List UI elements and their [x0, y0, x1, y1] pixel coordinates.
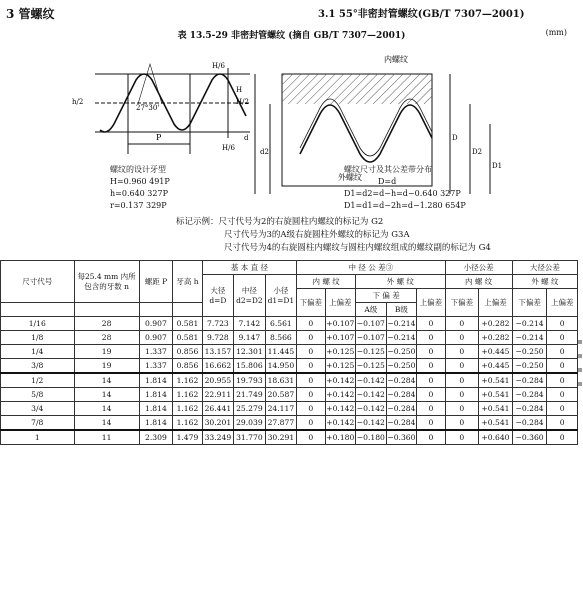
- table-cell: 0: [445, 359, 479, 374]
- table-cell: 25.279: [234, 402, 266, 416]
- table-cell: 9.728: [202, 331, 234, 345]
- formula-H: H=0.960 491P: [110, 177, 170, 186]
- table-cell: 19.793: [234, 373, 266, 388]
- table-cell: 0: [417, 345, 445, 359]
- table-cell: 0: [417, 331, 445, 345]
- label-external-thread: 外螺纹: [338, 173, 362, 182]
- table-cell: 1.479: [173, 430, 202, 445]
- table-cell: 27.877: [265, 416, 297, 431]
- table-cell: 0: [445, 416, 479, 431]
- table-cell: +0.107: [325, 331, 356, 345]
- table-cell: 6.561: [265, 317, 297, 331]
- table-cell: 0: [297, 430, 325, 445]
- table-cell: 19: [74, 345, 139, 359]
- table-cell: +0.541: [479, 416, 513, 431]
- table-cell: 18.631: [265, 373, 297, 388]
- table-cell: −0.250: [386, 359, 417, 374]
- header-ext-upper: 上偏差: [417, 289, 445, 317]
- table-cell: 29.039: [234, 416, 266, 431]
- table-cell: 1/16: [1, 317, 75, 331]
- design-profile-title: 螺纹的设计牙型: [110, 165, 166, 174]
- marking-line-1: 标记示例：尺寸代号为2的右旋圆柱内螺纹的标记为 G2: [176, 217, 384, 227]
- table-cell: +0.282: [479, 331, 513, 345]
- table-cell: −0.284: [386, 388, 417, 402]
- table-cell: 1/2: [1, 373, 75, 388]
- label-h6-top: H/6: [212, 62, 225, 70]
- table-cell: 15.806: [234, 359, 266, 374]
- table-row: [1, 317, 578, 331]
- table-cell: −0.214: [386, 331, 417, 345]
- table-cell: 0: [547, 317, 578, 331]
- table-cell: 0.581: [173, 331, 202, 345]
- formula-h: h=0.640 327P: [110, 189, 168, 198]
- table-cell: −0.284: [386, 373, 417, 388]
- table-cell: 0.856: [173, 359, 202, 374]
- table-cell: 1/8: [1, 331, 75, 345]
- table-cell: 7.723: [202, 317, 234, 331]
- table-cell: 1.337: [139, 345, 173, 359]
- table-cell: 0: [445, 388, 479, 402]
- formula-r: r=0.137 329P: [110, 201, 167, 210]
- label-angle: 27°30': [136, 104, 160, 112]
- table-cell: 20.587: [265, 388, 297, 402]
- table-cell: 7/8: [1, 416, 75, 431]
- table-cell: 9.147: [234, 331, 266, 345]
- table-cell: 0: [547, 359, 578, 374]
- table-cell: 0: [445, 402, 479, 416]
- table-cell: −0.214: [512, 317, 547, 331]
- label-H2: H/2: [236, 98, 249, 106]
- table-cell: 0: [445, 331, 479, 345]
- table-cell: 0: [547, 373, 578, 388]
- table-cell: 0: [547, 430, 578, 445]
- table-cell: +0.142: [325, 402, 356, 416]
- design-profile-drawing: [95, 64, 250, 154]
- table-cell: 31.770: [234, 430, 266, 445]
- table-cell: 0: [547, 402, 578, 416]
- table-cell: −0.284: [386, 416, 417, 431]
- header-minor-tolerance: 小径公差: [445, 261, 512, 275]
- table-cell: 1.162: [173, 416, 202, 431]
- table-cell: 26.441: [202, 402, 234, 416]
- table-cell: 28: [74, 317, 139, 331]
- table-cell: 3/8: [1, 359, 75, 374]
- table-cell: 14.950: [265, 359, 297, 374]
- table-row: [1, 331, 578, 345]
- header-pitch: 螺距 P: [139, 261, 173, 303]
- unit-label: (mm): [545, 28, 567, 37]
- table-cell: 0: [417, 317, 445, 331]
- table-cell: 1.337: [139, 359, 173, 374]
- table-cell: +0.445: [479, 359, 513, 374]
- subsection-heading: 3.1 55°非密封管螺纹(GB/T 7307—2001): [318, 9, 525, 20]
- header-blank-2: [74, 303, 139, 317]
- table-cell: 0: [297, 373, 325, 388]
- table-cell: −0.284: [512, 416, 547, 431]
- header-major-upper: 上偏差: [547, 289, 578, 317]
- table-cell: 0: [297, 416, 325, 431]
- formula-D1: D1=d1=d−2h=d−1.280 654P: [344, 201, 466, 210]
- table-body: [1, 317, 578, 445]
- header-grade-a: A级: [356, 303, 387, 317]
- table-cell: 0: [297, 402, 325, 416]
- table-row: [1, 402, 578, 416]
- table-cell: −0.214: [386, 317, 417, 331]
- table-cell: 5/8: [1, 388, 75, 402]
- header-ext-lower-group: 下 偏 差: [356, 289, 417, 303]
- thread-diagrams: [0, 44, 583, 196]
- table-cell: 8.566: [265, 331, 297, 345]
- table-cell: −0.250: [386, 345, 417, 359]
- table-row: [1, 373, 578, 388]
- table-cell: −0.284: [512, 373, 547, 388]
- table-cell: 0: [417, 359, 445, 374]
- table-cell: −0.284: [512, 402, 547, 416]
- header-size-code: 尺寸代号: [1, 261, 75, 303]
- table-cell: −0.142: [356, 416, 387, 431]
- table-row: [1, 345, 578, 359]
- table-cell: +0.180: [325, 430, 356, 445]
- design-profile-block: [110, 164, 170, 212]
- table-row: [1, 359, 578, 374]
- label-d2: d2: [260, 148, 269, 156]
- table-cell: −0.125: [356, 359, 387, 374]
- marking-examples: [176, 216, 491, 255]
- table-cell: 33.249: [202, 430, 234, 445]
- table-cell: 1.814: [139, 373, 173, 388]
- thread-profile-figure: [0, 44, 583, 196]
- header-major-tolerance: 大径公差: [512, 261, 577, 275]
- table-cell: 1.162: [173, 388, 202, 402]
- table-cell: 0: [417, 373, 445, 388]
- table-cell: +0.142: [325, 373, 356, 388]
- table-cell: 1: [1, 430, 75, 445]
- table-cell: 20.955: [202, 373, 234, 388]
- table-cell: +0.541: [479, 402, 513, 416]
- table-cell: 0: [547, 388, 578, 402]
- header-minor-upper: 上偏差: [479, 289, 513, 317]
- label-P: P: [156, 133, 162, 142]
- header-teeth-per-inch: 每25.4 mm 内所包含的牙数 n: [74, 261, 139, 303]
- label-h: h/2: [72, 98, 84, 106]
- table-row: [1, 430, 578, 445]
- table-cell: 24.117: [265, 402, 297, 416]
- label-D1: D1: [492, 162, 503, 170]
- table-cell: +0.541: [479, 388, 513, 402]
- table-cell: +0.125: [325, 359, 356, 374]
- table-cell: 13.157: [202, 345, 234, 359]
- table-cell: 0.907: [139, 331, 173, 345]
- thread-spec-table: [0, 260, 578, 445]
- table-cell: 16.662: [202, 359, 234, 374]
- table-cell: 1.814: [139, 416, 173, 431]
- table-cell: 14: [74, 373, 139, 388]
- table-cell: 2.309: [139, 430, 173, 445]
- table-cell: −0.142: [356, 373, 387, 388]
- table-cell: 21.749: [234, 388, 266, 402]
- label-D: D: [452, 134, 458, 142]
- tolerance-block: [344, 164, 466, 212]
- table-cell: −0.250: [512, 345, 547, 359]
- section-heading: 3 管螺纹: [6, 7, 55, 21]
- header-pitch-tolerance: 中 径 公 差③: [297, 261, 445, 275]
- table-cell: 1.814: [139, 388, 173, 402]
- table-cell: 0: [297, 388, 325, 402]
- table-cell: 12.301: [234, 345, 266, 359]
- formula-D2: D1=d2=d−h=d−0.640 327P: [344, 189, 461, 198]
- table-cell: 1/4: [1, 345, 75, 359]
- table-cell: +0.282: [479, 317, 513, 331]
- header-major-dia: 大径 d=D: [202, 275, 234, 317]
- table-row: [1, 388, 578, 402]
- table-cell: 19: [74, 359, 139, 374]
- table-cell: −0.360: [512, 430, 547, 445]
- table-cell: 0: [417, 416, 445, 431]
- table-cell: 1.162: [173, 373, 202, 388]
- header-blank-1: [1, 303, 75, 317]
- header-int-upper: 上偏差: [325, 289, 356, 317]
- header-minor-dia: 小径 d1=D1: [265, 275, 297, 317]
- table-cell: 0: [297, 359, 325, 374]
- table-caption: 表 13.5-29 非密封管螺纹 (摘自 GB/T 7307—2001): [177, 31, 406, 41]
- table-cell: +0.640: [479, 430, 513, 445]
- table-cell: +0.125: [325, 345, 356, 359]
- table-cell: −0.360: [386, 430, 417, 445]
- table-cell: 0: [297, 345, 325, 359]
- table-cell: 0: [417, 430, 445, 445]
- table-cell: 0.856: [173, 345, 202, 359]
- table-cell: 7.142: [234, 317, 266, 331]
- table-cell: −0.142: [356, 388, 387, 402]
- table-cell: 1.162: [173, 402, 202, 416]
- table-cell: 0: [445, 317, 479, 331]
- table-cell: −0.180: [356, 430, 387, 445]
- table-cell: 0: [547, 331, 578, 345]
- table-cell: 14: [74, 416, 139, 431]
- header-grade-b: B级: [386, 303, 417, 317]
- label-D2: D2: [472, 148, 483, 156]
- table-cell: 14: [74, 402, 139, 416]
- table-cell: −0.250: [512, 359, 547, 374]
- table-cell: −0.214: [512, 331, 547, 345]
- table-cell: 11.445: [265, 345, 297, 359]
- header-blank-4: [173, 303, 202, 317]
- header-internal-2: 内 螺 纹: [445, 275, 512, 289]
- table-cell: 1.814: [139, 402, 173, 416]
- table-cell: 30.291: [265, 430, 297, 445]
- header-minor-lower: 下偏差: [445, 289, 479, 317]
- table-cell: 0.581: [173, 317, 202, 331]
- header-external-1: 外 螺 纹: [356, 275, 445, 289]
- table-cell: −0.284: [386, 402, 417, 416]
- table-cell: 3/4: [1, 402, 75, 416]
- table-cell: 0: [445, 345, 479, 359]
- table-cell: 0: [417, 402, 445, 416]
- table-cell: 0: [417, 388, 445, 402]
- table-cell: +0.142: [325, 416, 356, 431]
- table-cell: 0: [297, 317, 325, 331]
- header-basic-diameter: 基 本 直 径: [202, 261, 297, 275]
- table-cell: +0.142: [325, 388, 356, 402]
- header-blank-3: [139, 303, 173, 317]
- table-cell: +0.445: [479, 345, 513, 359]
- table-cell: 0: [445, 373, 479, 388]
- table-cell: 30.201: [202, 416, 234, 431]
- header-major-lower: 下偏差: [512, 289, 547, 317]
- table-cell: 0: [547, 345, 578, 359]
- table-cell: −0.107: [356, 331, 387, 345]
- table-cell: −0.284: [512, 388, 547, 402]
- header-external-2: 外 螺 纹: [512, 275, 577, 289]
- header-pitch-dia: 中径 d2=D2: [234, 275, 266, 317]
- label-d: d: [244, 134, 249, 142]
- header-thread-height: 牙高 h: [173, 261, 202, 303]
- tolerance-title: 螺纹尺寸及其公差带分布: [344, 165, 432, 174]
- table-cell: 14: [74, 388, 139, 402]
- scrollbar[interactable]: [577, 330, 583, 420]
- label-internal-thread: 内螺纹: [384, 55, 408, 64]
- table-cell: 28: [74, 331, 139, 345]
- table-cell: 11: [74, 430, 139, 445]
- header-int-lower: 下偏差: [297, 289, 325, 317]
- formula-D: D=d: [378, 177, 397, 186]
- table-cell: −0.125: [356, 345, 387, 359]
- table-cell: 0.907: [139, 317, 173, 331]
- table-cell: +0.107: [325, 317, 356, 331]
- table-cell: −0.107: [356, 317, 387, 331]
- table-cell: 0: [445, 430, 479, 445]
- table-cell: −0.142: [356, 402, 387, 416]
- page-fade: [0, 578, 583, 604]
- label-H6-bottom: H/6: [222, 144, 235, 152]
- header-internal-1: 内 螺 纹: [297, 275, 356, 289]
- table-cell: 22.911: [202, 388, 234, 402]
- label-H: H: [236, 86, 243, 94]
- table-row: [1, 416, 578, 431]
- table-cell: +0.541: [479, 373, 513, 388]
- marking-line-3: 尺寸代号为4的右旋圆柱内螺纹与圆柱内螺纹组成的螺纹副的标记为 G4: [224, 243, 491, 253]
- table-cell: 0: [547, 416, 578, 431]
- table-cell: 0: [297, 331, 325, 345]
- marking-line-2: 尺寸代号为3的A级右旋圆柱外螺纹的标记为 G3A: [224, 230, 410, 240]
